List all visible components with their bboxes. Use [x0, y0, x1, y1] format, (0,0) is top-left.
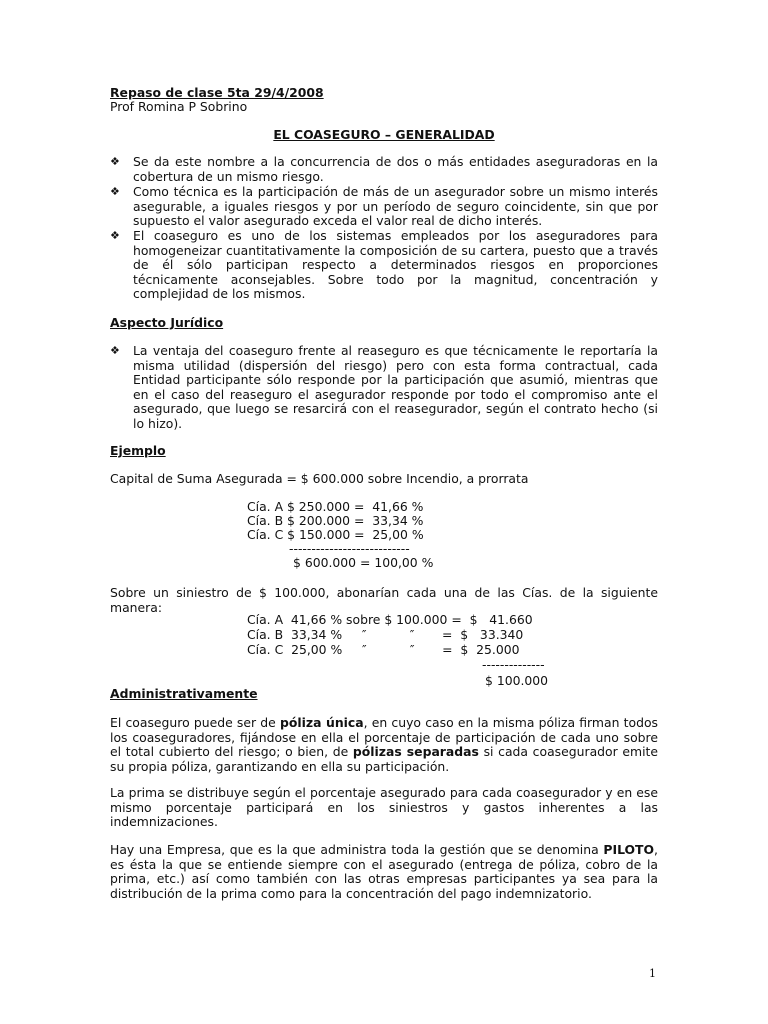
list-item [110, 185, 658, 229]
section-heading-administrativamente: Administrativamente [110, 686, 258, 701]
section-heading-juridico: Aspecto Jurídico [110, 315, 224, 330]
bold-term: pólizas separadas [352, 744, 479, 760]
share-row: Cía. C $ 150.000 = 25,00 % [247, 527, 424, 542]
paragraph-poliza [110, 716, 658, 774]
text-run: , es ésta la que se entiende siempre con el asegurado (entrega de póliza, cobro de la prima, etc.) así como también con las otras empresas participantes ya sea para la distribución de la prima como para la concentración del pago indemnizatorio. [110, 842, 658, 901]
diamond-bullet-icon: ❖ [110, 229, 120, 242]
list-item-text: La ventaja del coaseguro frente al reaseguro es que técnicamente le reportaría la misma utilidad (dispersión del riesgo) pero con esta forma contractual, cada Entidad participante sólo responde por la participación que asumió, mientras que en el caso del reaseguro el asegurador responde por todo el compromiso ante el asegurado, que luego se resarcirá con el reasegurador, según el contrato hecho (si lo hizo). [133, 343, 658, 431]
list-item [110, 155, 658, 184]
share-divider: --------------------------- [289, 541, 410, 556]
paragraph-piloto [110, 843, 658, 901]
diamond-bullet-icon: ❖ [110, 155, 120, 168]
text-run: , en cuyo caso en la misma póliza firman todos los coaseguradores, fijándose en ella el porcentaje de participación de cada uno sobre el total cubierto del riesgo; o bien, de [110, 715, 658, 760]
payment-total: $ 100.000 [485, 673, 549, 688]
list-item [110, 229, 658, 302]
payment-row: Cía. A 41,66 % sobre $ 100.000 = $ 41.660 [247, 612, 533, 627]
list-item-text: Se da este nombre a la concurrencia de dos o más entidades aseguradoras en la cobertura de un mismo riesgo. [133, 154, 658, 184]
siniestro-paragraph: Sobre un siniestro de $ 100.000, abonarían cada una de las Cías. de la siguiente manera: [110, 585, 658, 615]
bold-term: póliza única [279, 715, 364, 730]
capital-line: Capital de Suma Asegurada = $ 600.000 sobre Incendio, a prorrata [110, 471, 529, 486]
list-item-text: Como técnica es la participación de más de un asegurador sobre un mismo interés asegurable, a iguales riesgos y por un período de seguro coincidente, sin que por supuesto el valor asegurado exceda el valor real de dicho interés. [133, 184, 658, 229]
bold-term: PILOTO [603, 842, 655, 857]
class-review-heading: Repaso de clase 5ta 29/4/2008 [110, 85, 324, 100]
share-total: $ 600.000 = 100,00 % [293, 555, 434, 570]
list-item [110, 344, 658, 432]
section-heading-ejemplo: Ejemplo [110, 443, 166, 458]
text-run: si cada coasegurador emite su propia póliza, garantizando en ella su participación. [110, 744, 658, 774]
document-title: EL COASEGURO – GENERALIDAD [273, 127, 495, 142]
payment-row: Cía. B 33,34 % ″ ″ = $ 33.340 [247, 627, 524, 642]
professor-name: Prof Romina P Sobrino [110, 99, 248, 114]
share-row: Cía. A $ 250.000 = 41,66 % [247, 499, 424, 514]
payment-divider: -------------- [482, 657, 545, 672]
list-item-text: El coaseguro es uno de los sistemas empleados por los aseguradores para homogeneizar cuantitativamente la composición de su cartera, puesto que a través de él sólo participan respecto a determinados riesgos en proporciones técnicamente aconsejables. Sobre todo por la magnitud, concentración y complejidad de los mismos. [133, 228, 658, 302]
page-number: 1 [649, 967, 656, 980]
share-row: Cía. B $ 200.000 = 33,34 % [247, 513, 424, 528]
paragraph-prima: La prima se distribuye según el porcentaje asegurado para cada coasegurador y en ese mismo porcentaje participará en los siniestros y gastos inherentes a las indemnizaciones. [110, 785, 658, 830]
diamond-bullet-icon: ❖ [110, 344, 120, 357]
text-run: Hay una Empresa, que es la que administra toda la gestión que se denomina [110, 842, 604, 857]
diamond-bullet-icon: ❖ [110, 185, 120, 198]
payment-row: Cía. C 25,00 % ″ ″ = $ 25.000 [247, 642, 520, 657]
text-run: El coaseguro puede ser de [110, 715, 280, 730]
